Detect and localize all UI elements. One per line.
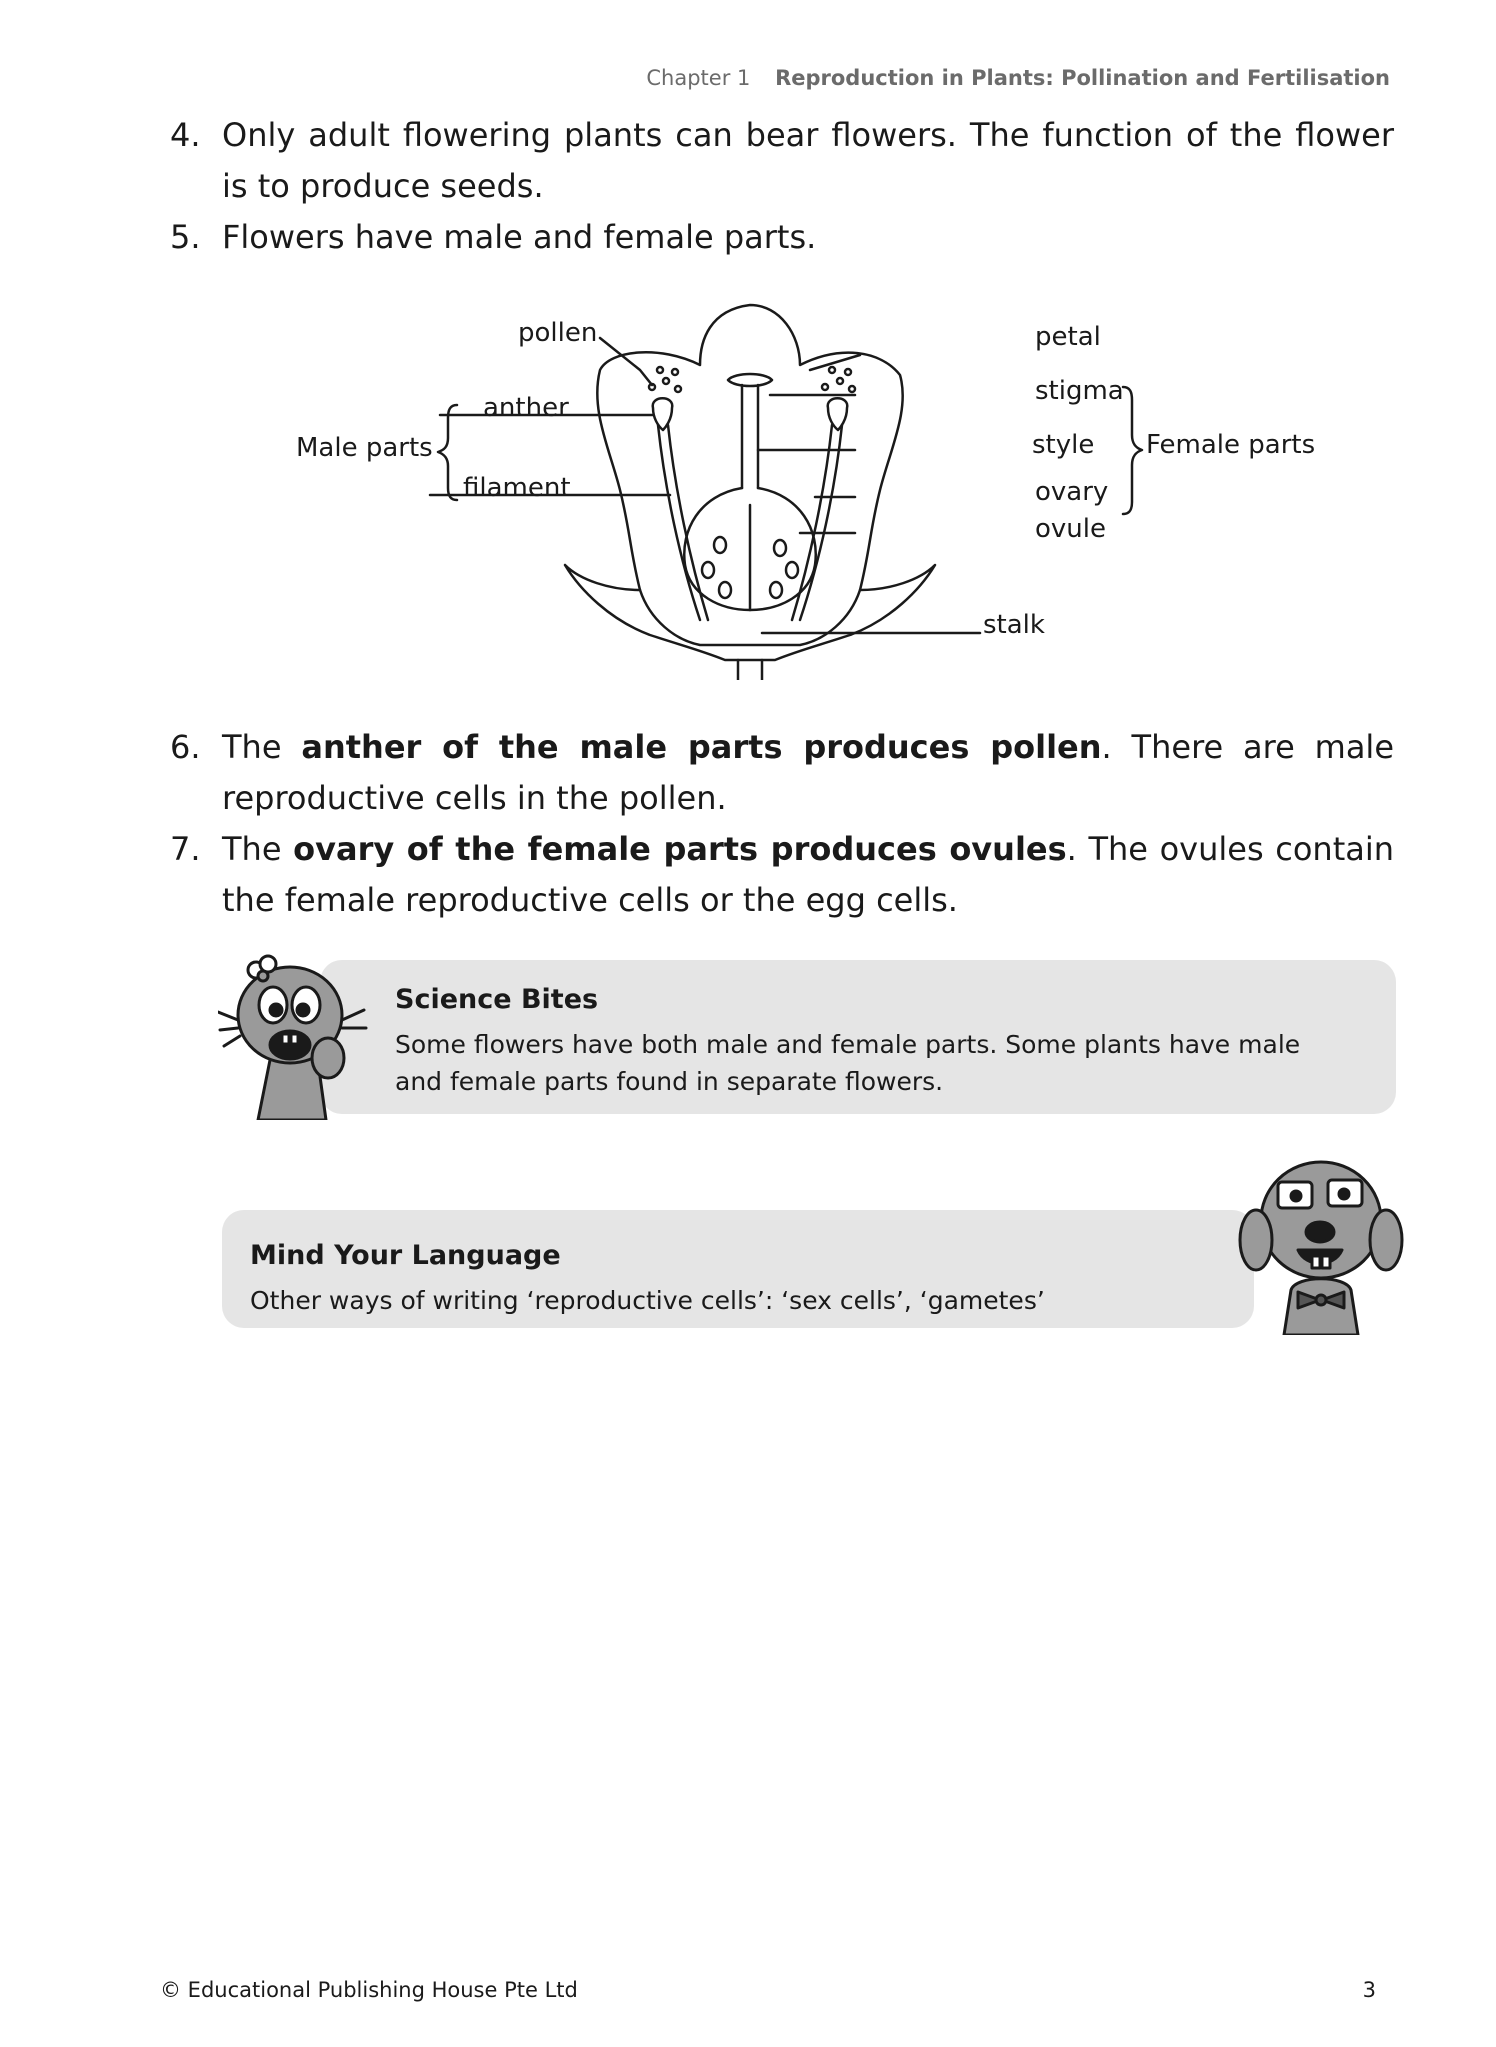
list-item-4 (170, 110, 1394, 212)
item-text: The ovary of the female parts produces ovules. The ovules contain the female reproductive cells or the egg cells. (222, 830, 1395, 919)
mind-your-language-box (222, 1210, 1254, 1328)
science-bites-line-2: and female parts found in separate flowers. (395, 1067, 944, 1096)
item-number: 7. (170, 830, 201, 868)
label-petal: petal (1035, 322, 1101, 352)
mind-your-language-text: Other ways of writing ‘reproductive cells’: ‘sex cells’, ‘gametes’ (250, 1286, 1045, 1315)
item-emphasis: ovary of the female parts produces ovules (293, 830, 1067, 868)
cat-mascot-illustration (218, 950, 378, 1120)
stalk-outline (738, 660, 762, 680)
label-style: style (1032, 430, 1095, 460)
chapter-title: Reproduction in Plants: Pollination and Fertilisation (775, 66, 1390, 90)
science-bites-line-1: Some flowers have both male and female parts. Some plants have male (395, 1030, 1301, 1059)
filament-right (792, 425, 842, 620)
anther-right (828, 398, 848, 430)
chapter-label: Chapter 1 (646, 66, 751, 90)
science-bites-title: Science Bites (395, 984, 599, 1015)
label-female-parts: Female parts (1146, 430, 1316, 460)
item-number: 4. (170, 116, 201, 154)
female-brace (1123, 387, 1142, 514)
label-anther: anther (483, 393, 569, 423)
item-text: Only adult flowering plants can bear flowers. The function of the flower is to produce seeds. (222, 116, 1394, 205)
page-number: 3 (1362, 1978, 1376, 2002)
list-item-5 (170, 212, 1394, 263)
male-brace (438, 405, 457, 500)
list-item-7 (170, 824, 1394, 926)
item-text: The anther of the male parts produces pollen. There are male reproductive cells in the pollen. (222, 728, 1395, 817)
science-bites-box (320, 960, 1396, 1114)
running-header (646, 66, 1390, 90)
anther-left (653, 398, 673, 430)
label-filament: filament (463, 473, 571, 503)
list-item-6 (170, 722, 1394, 824)
label-ovary: ovary (1035, 477, 1109, 507)
label-pollen: pollen (518, 318, 598, 348)
filament-left (658, 425, 708, 620)
flower-illustration (280, 290, 1340, 680)
flower-diagram (280, 290, 1340, 680)
label-stalk: stalk (983, 610, 1045, 640)
item-number: 5. (170, 218, 201, 256)
label-ovule: ovule (1035, 514, 1106, 544)
label-male-parts: Male parts (296, 433, 433, 463)
item-number: 6. (170, 728, 201, 766)
label-stigma: stigma (1035, 376, 1124, 406)
item-text: Flowers have male and female parts. (222, 218, 817, 256)
style-outline (742, 385, 758, 488)
beaver-mascot-illustration (1236, 1150, 1406, 1335)
item-emphasis: anther of the male parts produces pollen (301, 728, 1102, 766)
mind-your-language-title: Mind Your Language (250, 1240, 561, 1271)
stigma-outline (728, 374, 772, 386)
copyright-notice: © Educational Publishing House Pte Ltd (160, 1978, 578, 2002)
